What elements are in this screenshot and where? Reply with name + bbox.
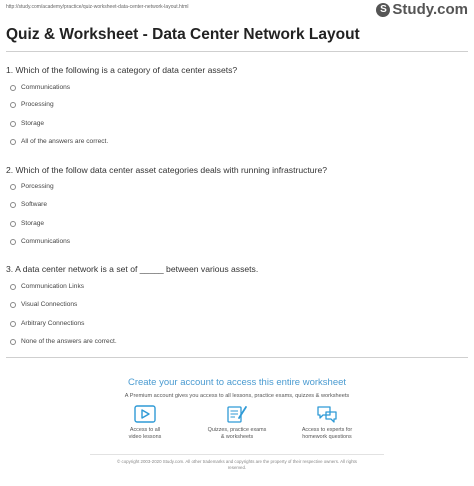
video-play-icon [134,405,156,423]
question-2-option-4[interactable] [10,238,70,245]
feature-label-line: & worksheets [220,434,254,440]
radio-button[interactable] [10,139,16,145]
title-divider [6,51,468,52]
feature-label-line: Access to all [129,427,161,433]
cta-heading-text[interactable]: Create your account to access this entire worksheet [127,377,347,388]
question-1-option-1[interactable] [10,84,70,91]
question-3-option-3[interactable] [10,320,84,327]
study-logo-mark: S [376,3,390,17]
option-label: Porcessing [21,183,54,190]
question-3-option-2[interactable] [10,301,77,308]
radio-button[interactable] [10,239,16,245]
option-label: Storage [21,120,45,127]
radio-button[interactable] [10,321,16,327]
feature-label [187,427,287,441]
feature-experts [277,405,377,441]
feature-video-lessons [95,405,195,441]
study-logo-text: Study.com [392,1,468,18]
option-label: Visual Connections [21,301,78,308]
question-3: 3. A data center network is a set of _____ between various assets. [6,264,259,274]
copyright-line: reserved. [227,465,247,470]
question-1-option-2[interactable] [10,101,54,108]
cta-subheading-text: A Premium account gives you access to all lessons, practice exams, quizzes & worksheets [124,393,350,399]
question-2-option-1[interactable] [10,183,54,190]
option-label: Arbitrary Connections [21,320,85,327]
option-label: Processing [21,101,54,108]
feature-label-line: Access to experts for [301,427,353,433]
option-label: Software [21,201,48,208]
radio-button[interactable] [10,339,16,345]
page-title: Quiz & Worksheet - Data Center Network Layout [6,26,360,43]
feature-label-line: homework questions [302,434,352,440]
question-2-option-3[interactable] [10,220,44,227]
question-1-option-3[interactable] [10,120,44,127]
copyright-footer [60,459,414,471]
radio-button[interactable] [10,202,16,208]
radio-button[interactable] [10,184,16,190]
question-1: 1. Which of the following is a category of data center assets? [6,65,238,75]
cta-divider [6,357,468,358]
option-label: Communication Links [21,283,85,290]
option-label: All of the answers are correct. [21,138,109,145]
question-3-option-4[interactable] [10,338,117,345]
question-2: 2. Which of the follow data center asset categories deals with running infrastructure? [6,165,328,175]
study-logo[interactable] [376,1,468,18]
radio-button[interactable] [10,121,16,127]
question-2-option-2[interactable] [10,201,47,208]
footer-divider [90,454,384,455]
radio-button[interactable] [10,85,16,91]
radio-button[interactable] [10,284,16,290]
question-1-option-4[interactable] [10,138,108,145]
radio-button[interactable] [10,221,16,227]
feature-label [95,427,195,441]
question-3-option-1[interactable] [10,283,84,290]
feature-label-line: Quizzes, practice exams [207,427,267,433]
feature-label [277,427,377,441]
radio-button[interactable] [10,102,16,108]
option-label: Storage [21,220,45,227]
cta-subheading [0,384,474,402]
option-label: Communications [21,84,71,91]
option-label: Communications [21,238,71,245]
option-label: None of the answers are correct. [21,338,117,345]
chat-bubbles-icon [316,405,338,423]
pencil-quiz-icon [226,405,248,423]
feature-label-line: video lessons [128,434,162,440]
page-url: http://study.com/academy/practice/quiz-worksheet-data-center-network-layout.html [6,4,189,10]
radio-button[interactable] [10,302,16,308]
feature-quizzes [187,405,287,441]
copyright-line: © copyright 2003-2020 Study.com. All other trademarks and copyrights are the property of their respective owners. All rights [117,459,357,464]
